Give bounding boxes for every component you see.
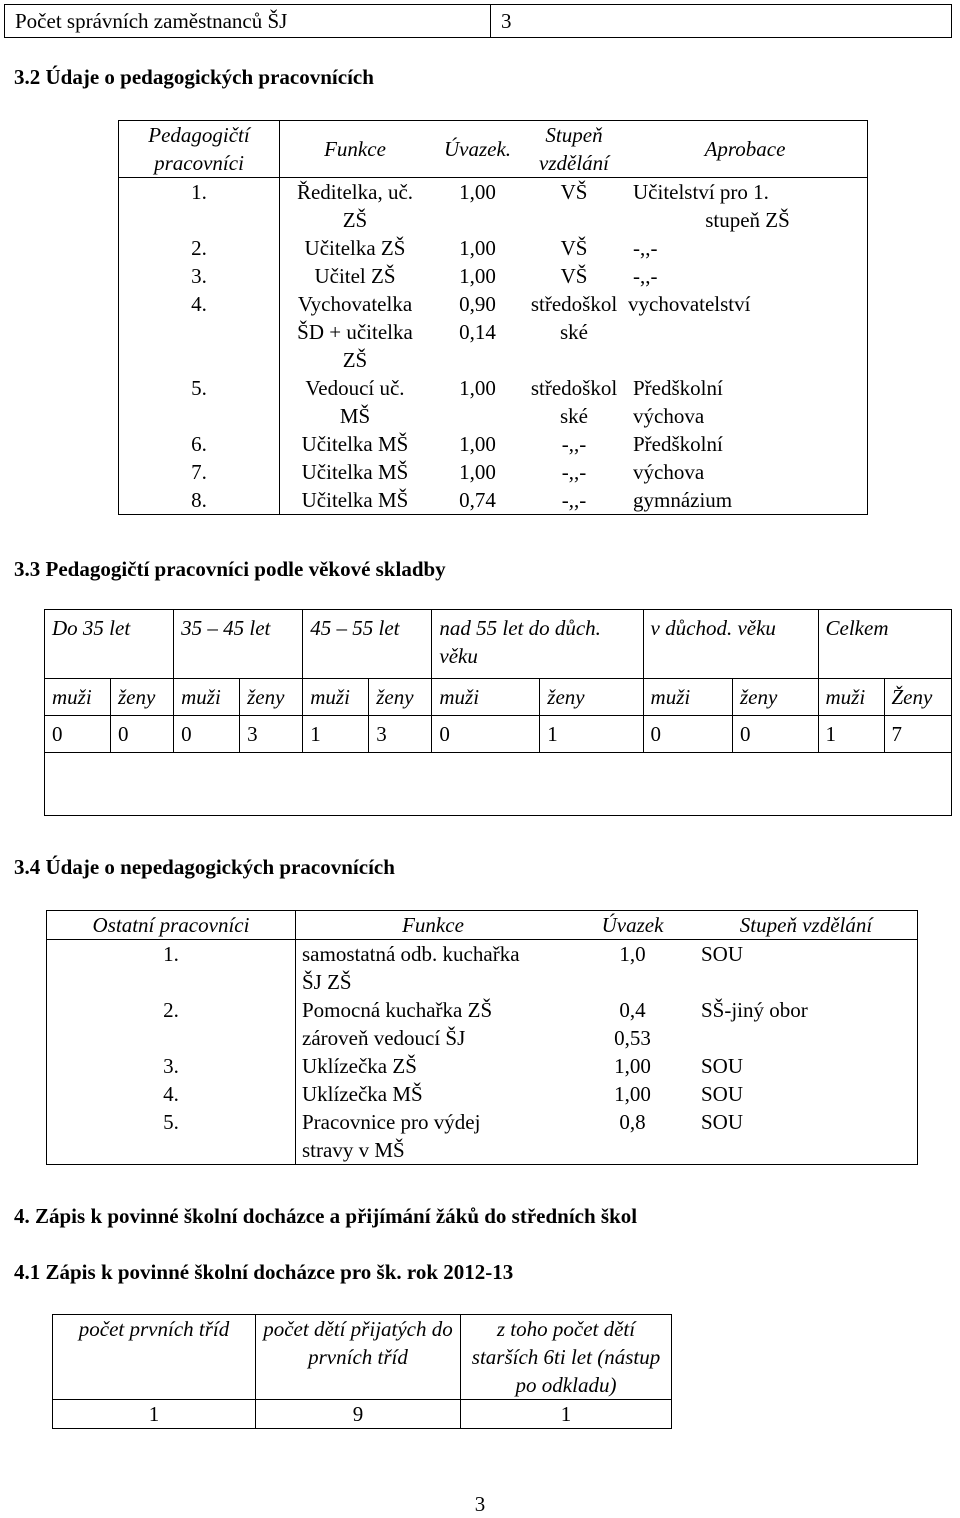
table-row: [119, 374, 868, 430]
pedagogical-staff-rows: [119, 178, 868, 515]
function-cell-line: Vedoucí uč.: [305, 376, 405, 400]
education-cell: [525, 290, 623, 374]
education-cell-line: -,,-: [561, 460, 587, 484]
qualification-cell: [623, 290, 868, 374]
education-cell: [525, 458, 623, 486]
table-row: [119, 486, 868, 515]
qualification-cell-line: Předškolní: [633, 376, 723, 400]
workload-cell-line: 1,00: [459, 180, 496, 204]
age-empty-row: [45, 753, 952, 816]
gender-header: muži: [818, 679, 884, 716]
function-cell: [280, 458, 431, 486]
table-row: [47, 940, 918, 997]
gender-header: ženy: [240, 679, 303, 716]
header-workload: Úvazek.: [443, 137, 512, 161]
workload-cell-line: 0,8: [619, 1110, 646, 1134]
workload-cell: [430, 178, 525, 235]
function-cell: [280, 486, 431, 515]
row-number: 4.: [47, 1080, 296, 1108]
table-row: [119, 458, 868, 486]
header-other-staff: Ostatní pracovníci: [47, 911, 296, 940]
education-cell: [525, 234, 623, 262]
education-cell: SOU: [701, 942, 744, 966]
function-cell: [296, 1052, 571, 1080]
row-number: 3.: [119, 262, 280, 290]
function-cell-line: Uklízečka MŠ: [302, 1082, 423, 1106]
qualification-cell: [623, 178, 868, 235]
workload-cell: [430, 430, 525, 458]
section-3-4-heading: 3.4 Údaje o nepedagogických pracovnících: [14, 855, 395, 879]
education-cell: [525, 374, 623, 430]
non-pedagogical-staff-rows: [47, 940, 918, 1165]
function-cell-line: Učitelka MŠ: [301, 432, 409, 456]
staff-count-label: Počet správních zaměstnanců ŠJ: [5, 5, 491, 38]
row-number: 3.: [47, 1052, 296, 1080]
table-header-row: [119, 121, 868, 178]
table-header-row: [47, 911, 918, 940]
section-4-1-heading: 4.1 Zápis k povinné školní docházce pro šk. rok 2012-13: [14, 1260, 514, 1284]
table-row: [119, 430, 868, 458]
education-cell-line: středoškol: [530, 292, 618, 316]
age-group-under-35: Do 35 let: [45, 610, 174, 679]
function-cell-line: stravy v MŠ: [302, 1138, 405, 1162]
function-cell-line: ZŠ: [342, 348, 368, 372]
table-row: [47, 996, 918, 1052]
qualification-cell-line: -,,-: [633, 236, 658, 260]
function-cell-line: Vychovatelka: [297, 292, 413, 316]
section-3-3-heading: 3.3 Pedagogičtí pracovníci podle věkové skladby: [14, 557, 446, 581]
function-cell-line: Uklízečka ZŠ: [302, 1054, 417, 1078]
gender-header: muži: [303, 679, 369, 716]
workload-cell: [430, 262, 525, 290]
workload-cell-line: 0,90: [459, 292, 496, 316]
age-value: 0: [432, 716, 540, 753]
function-cell: [296, 1080, 571, 1108]
age-value: 0: [45, 716, 111, 753]
section-3-2-heading: 3.2 Údaje o pedagogických pracovnících: [14, 65, 374, 89]
qualification-cell: [623, 458, 868, 486]
table-row: [119, 178, 868, 235]
gender-header: muži: [45, 679, 111, 716]
education-cell-line: VŠ: [560, 236, 588, 260]
table-header-row: [53, 1315, 672, 1400]
workload-cell-line: 1,00: [459, 460, 496, 484]
education-cell-line: VŠ: [560, 264, 588, 288]
function-cell-line: ŠJ ZŠ: [302, 970, 352, 994]
gender-header: muži: [174, 679, 240, 716]
function-cell-line: ŠD + učitelka: [297, 320, 413, 344]
qualification-cell-line: výchova: [633, 460, 705, 484]
table-row: [5, 5, 952, 38]
table-row: [47, 1108, 918, 1165]
function-cell-line: MŠ: [339, 404, 371, 428]
function-cell: [280, 430, 431, 458]
age-value: 0: [174, 716, 240, 753]
staff-count-value: 3: [491, 5, 952, 38]
function-cell: [296, 1108, 571, 1165]
workload-cell-line: 1,0: [619, 942, 646, 966]
row-number: 2.: [119, 234, 280, 262]
workload-cell: [570, 1052, 695, 1080]
gender-header: ženy: [540, 679, 643, 716]
qualification-cell: [623, 262, 868, 290]
header-education: Stupeň vzdělání: [739, 913, 873, 937]
age-value: 3: [240, 716, 303, 753]
gender-header: ženy: [369, 679, 432, 716]
education-cell-line: -,,-: [561, 432, 587, 456]
age-value: 3: [369, 716, 432, 753]
function-cell: [280, 290, 431, 374]
age-values-row: [45, 716, 952, 753]
workload-cell-line: 1,00: [614, 1082, 651, 1106]
row-number: 5.: [47, 1108, 296, 1165]
gender-header: muži: [643, 679, 732, 716]
qualification-cell-line: vychovatelství: [628, 292, 751, 316]
education-cell-line: ské: [560, 320, 588, 344]
header-function: Funkce: [402, 913, 464, 937]
qualification-cell: [623, 374, 868, 430]
age-value: 0: [110, 716, 173, 753]
age-value: 1: [303, 716, 369, 753]
header-admitted-children: počet dětí přijatých do prvních tříd: [256, 1315, 461, 1400]
row-number: 7.: [119, 458, 280, 486]
row-number: 8.: [119, 486, 280, 515]
education-cell: [525, 486, 623, 515]
function-cell: [296, 940, 571, 997]
workload-cell: [430, 234, 525, 262]
workload-cell-line: 0,14: [459, 320, 496, 344]
workload-cell: [430, 486, 525, 515]
age-group-retired: v důchod. věku: [643, 610, 818, 679]
function-cell-line: Učitelka ZŠ: [304, 236, 406, 260]
row-number: 6.: [119, 430, 280, 458]
value-first-classes: 1: [53, 1400, 256, 1429]
workload-cell: [430, 458, 525, 486]
workload-cell: [570, 1108, 695, 1165]
header-education: Stupeň vzdělání: [539, 123, 609, 175]
value-older-children: 1: [461, 1400, 672, 1429]
age-value: 0: [643, 716, 732, 753]
value-admitted-children: 9: [256, 1400, 461, 1429]
age-value: 7: [884, 716, 952, 753]
education-cell: [525, 178, 623, 235]
education-cell-line: ské: [560, 404, 588, 428]
gender-header: muži: [432, 679, 540, 716]
education-cell-line: -,,-: [561, 488, 587, 512]
age-structure-table: [44, 609, 952, 816]
qualification-cell: [623, 486, 868, 515]
table-row: [119, 234, 868, 262]
table-row: [47, 1052, 918, 1080]
age-value: 0: [732, 716, 818, 753]
pedagogical-staff-table: [118, 120, 868, 515]
function-cell-line: Pracovnice pro výdej: [302, 1110, 481, 1134]
function-cell-line: zároveň vedoucí ŠJ: [302, 1026, 466, 1050]
age-group-total: Celkem: [818, 610, 951, 679]
header-pedagogical-staff: Pedagogičtí pracovníci: [119, 121, 280, 178]
workload-cell: [430, 374, 525, 430]
function-cell-line: Učitel ZŠ: [314, 264, 396, 288]
non-pedagogical-staff-table: [46, 910, 918, 1165]
qualification-cell: [623, 430, 868, 458]
staff-count-table: [4, 4, 952, 38]
age-groups-row: [45, 610, 952, 679]
workload-cell: [570, 1080, 695, 1108]
table-row: [119, 290, 868, 374]
workload-cell-line: 1,00: [614, 1054, 651, 1078]
row-number: 1.: [119, 178, 280, 235]
enrolment-table: [52, 1314, 672, 1429]
education-cell: [525, 430, 623, 458]
function-cell: [280, 262, 431, 290]
workload-cell-line: 0,53: [614, 1026, 651, 1050]
age-group-35-45: 35 – 45 let: [174, 610, 303, 679]
qualification-cell-line: výchova: [633, 404, 705, 428]
workload-cell-line: 0,4: [619, 998, 646, 1022]
workload-cell-line: 1,00: [459, 376, 496, 400]
age-group-45-55: 45 – 55 let: [303, 610, 432, 679]
header-workload: Úvazek: [601, 913, 664, 937]
header-qualification: Aprobace: [704, 137, 786, 161]
gender-header: Ženy: [884, 679, 952, 716]
page-number: 3: [474, 1492, 486, 1516]
function-cell: [280, 234, 431, 262]
gender-header: ženy: [732, 679, 818, 716]
section-4-heading: 4. Zápis k povinné školní docházce a přijímání žáků do středních škol: [14, 1204, 638, 1228]
row-number: 4.: [119, 290, 280, 374]
table-row: [53, 1400, 672, 1429]
education-cell: SOU: [701, 1054, 744, 1078]
workload-cell-line: 1,00: [459, 432, 496, 456]
row-number: 1.: [47, 940, 296, 997]
qualification-cell-line: Učitelství pro 1.: [633, 180, 769, 204]
function-cell: [280, 178, 431, 235]
education-cell-line: středoškol: [530, 376, 618, 400]
function-cell-line: ZŠ: [342, 208, 368, 232]
gender-header: ženy: [110, 679, 173, 716]
qualification-cell-line: stupeň ZŠ: [705, 208, 790, 232]
education-cell: SOU: [701, 1110, 744, 1134]
function-cell-line: Pomocná kuchařka ZŠ: [302, 998, 493, 1022]
qualification-cell-line: gymnázium: [633, 488, 733, 512]
function-cell: [280, 374, 431, 430]
table-row: [47, 1080, 918, 1108]
age-gender-row: [45, 679, 952, 716]
qualification-cell: [623, 234, 868, 262]
row-number: 5.: [119, 374, 280, 430]
workload-cell: [430, 290, 525, 374]
age-group-over-55: nad 55 let do důch. věku: [432, 610, 643, 679]
function-cell: [296, 996, 571, 1052]
empty-cell: [45, 753, 952, 816]
age-value: 1: [818, 716, 884, 753]
education-cell: SŠ-jiný obor: [701, 998, 808, 1022]
function-cell-line: Ředitelka, uč.: [296, 180, 414, 204]
education-cell: [525, 262, 623, 290]
function-cell-line: Učitelka MŠ: [301, 488, 409, 512]
workload-cell: [570, 940, 695, 997]
function-cell-line: samostatná odb. kuchařka: [302, 942, 520, 966]
header-older-children: z toho počet dětí starších 6ti let (nástup po odkladu): [461, 1315, 672, 1400]
age-value: 1: [540, 716, 643, 753]
row-number: 2.: [47, 996, 296, 1052]
header-function: Funkce: [324, 137, 386, 161]
qualification-cell-line: Předškolní: [633, 432, 723, 456]
workload-cell-line: 1,00: [459, 236, 496, 260]
qualification-cell-line: -,,-: [633, 264, 658, 288]
education-cell: SOU: [701, 1082, 744, 1106]
header-first-classes: počet prvních tříd: [53, 1315, 256, 1400]
workload-cell-line: 0,74: [459, 488, 496, 512]
education-cell-line: VŠ: [560, 180, 588, 204]
workload-cell-line: 1,00: [459, 264, 496, 288]
workload-cell: [570, 996, 695, 1052]
table-row: [119, 262, 868, 290]
function-cell-line: Učitelka MŠ: [301, 460, 409, 484]
